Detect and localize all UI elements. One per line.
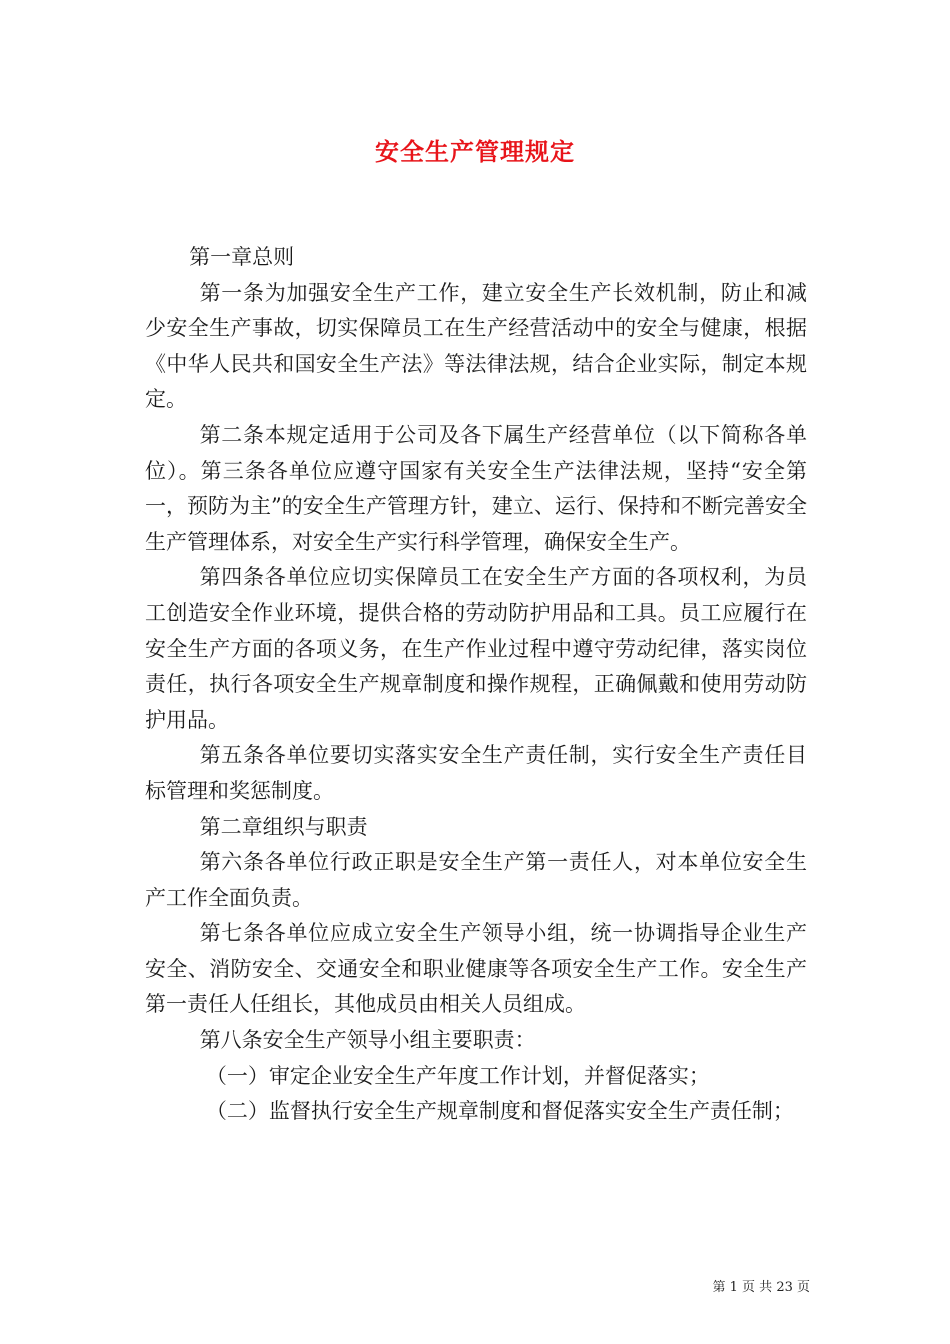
article-paragraph: 第一条为加强安全生产工作，建立安全生产长效机制，防止和减少安全生产事故，切实保障员工在生产经营活动中的安全与健康，根据《中华人民共和国安全生产法》等法律法规，结合企业实际，制定本规定。: [145, 280, 807, 412]
document-body: [145, 240, 807, 1130]
article-paragraph: 第五条各单位要切实落实安全生产责任制，实行安全生产责任目标管理和奖惩制度。: [145, 743, 807, 803]
article-paragraph: 第七条各单位应成立安全生产领导小组，统一协调指导企业生产安全、消防安全、交通安全和职业健康等各项安全生产工作。安全生产第一责任人任组长，其他成员由相关人员组成。: [145, 921, 807, 1017]
article-paragraph: 第八条安全生产领导小组主要职责：: [199, 1028, 536, 1053]
article-paragraph: 第六条各单位行政正职是安全生产第一责任人，对本单位安全生产工作全面负责。: [145, 850, 807, 910]
list-item: （一）审定企业安全生产年度工作计划，并督促落实；: [205, 1063, 710, 1088]
chapter-heading: 第二章组织与职责: [199, 814, 368, 839]
list-item: （二）监督执行安全生产规章制度和督促落实安全生产责任制；: [205, 1099, 794, 1124]
article-paragraph: 第四条各单位应切实保障员工在安全生产方面的各项权利，为员工创造安全作业环境，提供合格的劳动防护用品和工具。员工应履行在安全生产方面的各项义务，在生产作业过程中遵守劳动纪律，落实岗位责任，执行各项安全生产规章制度和操作规程，正确佩戴和使用劳动防护用品。: [145, 565, 807, 732]
chapter-heading: 第一章总则: [189, 245, 295, 269]
document-title: 安全生产管理规定: [375, 137, 575, 166]
page-number: 第 1 页 共 23 页: [712, 1280, 810, 1295]
article-paragraph: 第二条本规定适用于公司及各下属生产经营单位（以下简称各单位）。第三条各单位应遵守国家有关安全生产法律法规，坚持“安全第一，预防为主”的安全生产管理方针，建立、运行、保持和不断完善安全生产管理体系，对安全生产实行科学管理，确保安全生产。: [145, 422, 807, 554]
